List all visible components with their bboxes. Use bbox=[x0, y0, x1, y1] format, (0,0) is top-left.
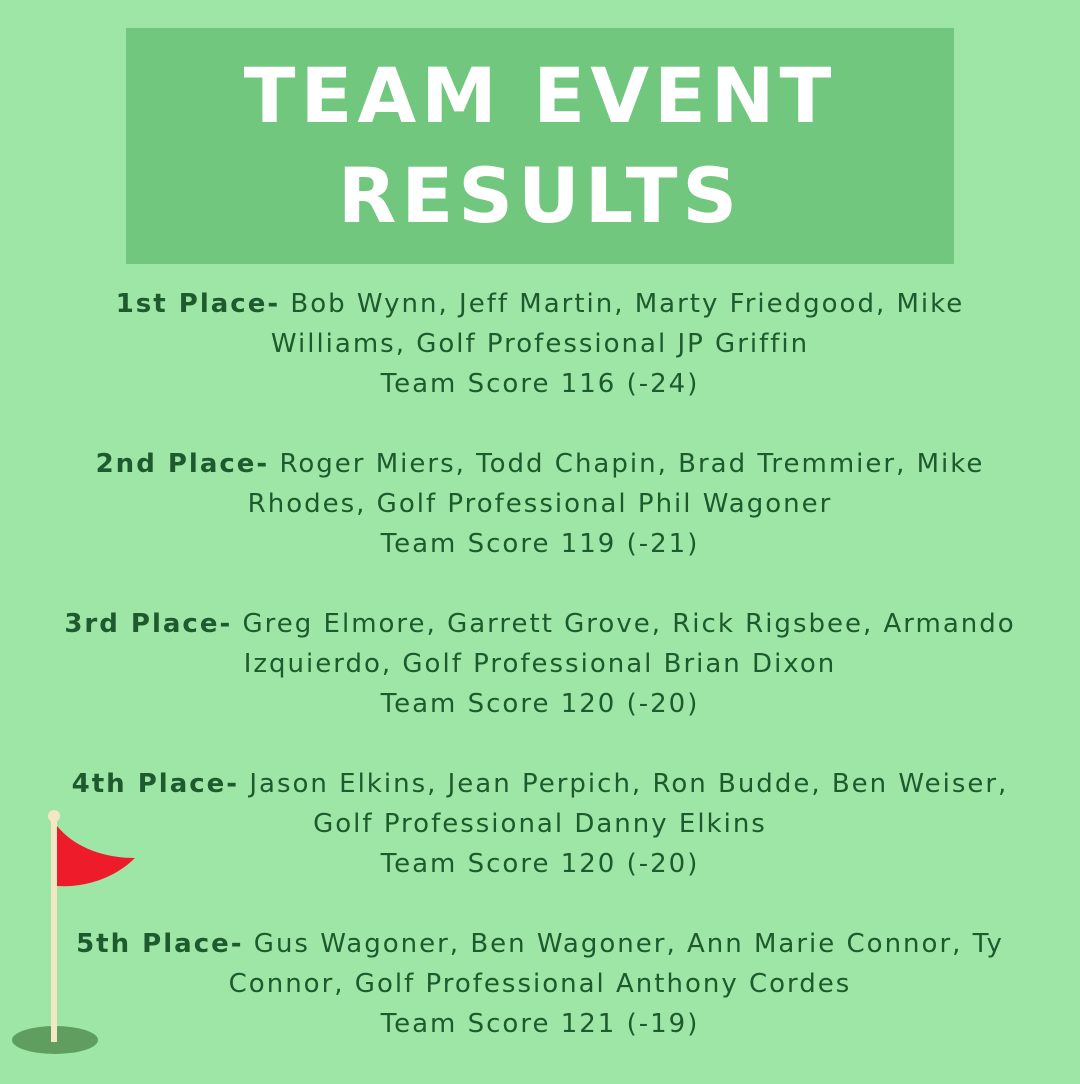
team-members-continued: Izquierdo, Golf Professional Brian Dixon bbox=[243, 649, 837, 679]
team-members-continued: Golf Professional Danny Elkins bbox=[313, 809, 767, 839]
result-entry-3rd bbox=[0, 604, 1080, 724]
place-label: 5th Place- bbox=[76, 929, 244, 959]
place-label: 1st Place- bbox=[115, 289, 281, 319]
team-score: Team Score 120 (-20) bbox=[380, 849, 700, 879]
team-score: Team Score 120 (-20) bbox=[380, 689, 700, 719]
team-score: Team Score 116 (-24) bbox=[380, 369, 700, 399]
result-line-1 bbox=[0, 284, 1080, 324]
title-banner bbox=[126, 28, 954, 264]
result-line-1 bbox=[0, 444, 1080, 484]
result-line-1 bbox=[0, 764, 1080, 804]
result-entry-2nd bbox=[0, 444, 1080, 564]
team-members: Greg Elmore, Garrett Grove, Rick Rigsbee, Armando bbox=[232, 609, 1016, 639]
results-list bbox=[0, 284, 1080, 1084]
result-entry-1st bbox=[0, 284, 1080, 404]
team-members-continued: Williams, Golf Professional JP Griffin bbox=[270, 329, 810, 359]
team-members-continued: Rhodes, Golf Professional Phil Wagoner bbox=[247, 489, 833, 519]
place-label: 3rd Place- bbox=[64, 609, 233, 639]
team-score: Team Score 121 (-19) bbox=[380, 1009, 700, 1039]
result-line-1 bbox=[0, 924, 1080, 964]
place-label: 2nd Place- bbox=[95, 449, 270, 479]
flag-pole-top bbox=[48, 810, 60, 822]
team-members: Roger Miers, Todd Chapin, Brad Tremmier, Mike bbox=[269, 449, 985, 479]
result-line-1 bbox=[0, 604, 1080, 644]
place-label: 4th Place- bbox=[71, 769, 240, 799]
team-members-continued: Connor, Golf Professional Anthony Cordes bbox=[228, 969, 852, 999]
team-members: Gus Wagoner, Ben Wagoner, Ann Marie Connor, Ty bbox=[243, 929, 1004, 959]
result-entry-4th bbox=[0, 764, 1080, 884]
flag-pennant bbox=[57, 826, 135, 886]
flag-pole bbox=[51, 816, 57, 1042]
page-title-line-1: TEAM EVENT bbox=[243, 51, 837, 140]
page-title-line-2: RESULTS bbox=[337, 151, 743, 240]
golf-flag-icon bbox=[0, 800, 150, 1070]
team-score: Team Score 119 (-21) bbox=[380, 529, 700, 559]
team-members: Bob Wynn, Jeff Martin, Marty Friedgood, Mike bbox=[280, 289, 965, 319]
result-entry-5th bbox=[0, 924, 1080, 1044]
team-members: Jason Elkins, Jean Perpich, Ron Budde, Ben Weiser, bbox=[239, 769, 1009, 799]
